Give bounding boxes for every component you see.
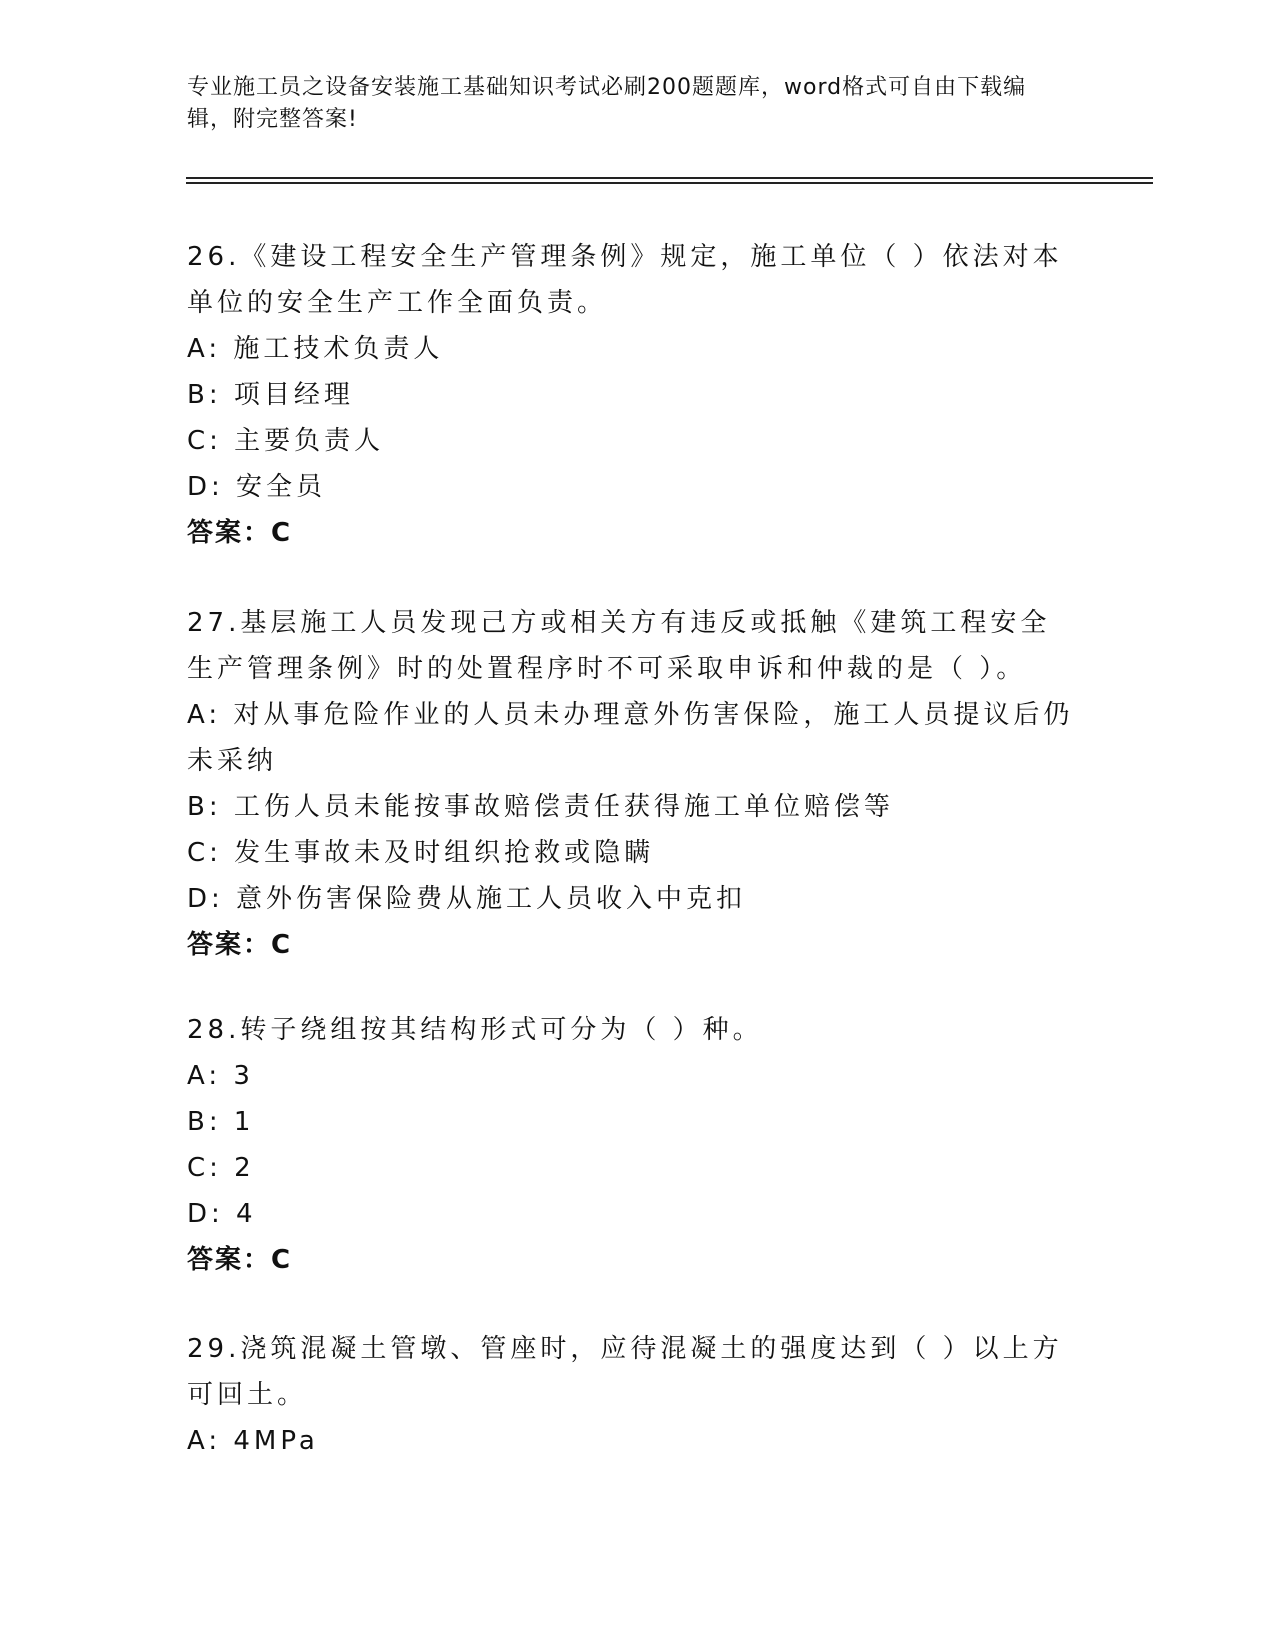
option-d: D: 意外伤害保险费从施工人员收入中克扣 (187, 884, 747, 914)
header-divider-top (186, 177, 1153, 179)
question-27 (187, 600, 1077, 968)
option-d: D: 安全员 (187, 472, 327, 502)
option-a: A: 4MPa (187, 1426, 319, 1456)
answer-line: 答案：C (187, 518, 293, 548)
option-a: A: 3 (187, 1061, 254, 1091)
question-26 (187, 234, 1077, 556)
option-c: C: 2 (187, 1153, 255, 1183)
option-a: A: 施工技术负责人 (187, 334, 444, 364)
option-b: B: 工伤人员未能按事故赔偿责任获得施工单位赔偿等 (187, 792, 894, 822)
document-header: 专业施工员之设备安装施工基础知识考试必刷200题题库，word格式可自由下载编辑，附完整答案! (187, 75, 1027, 132)
question-stem: 29.浇筑混凝土管墩、管座时，应待混凝土的强度达到（ ）以上方可回土。 (187, 1334, 1063, 1410)
option-b: B: 1 (187, 1107, 255, 1137)
option-c: C: 发生事故未及时组织抢救或隐瞒 (187, 838, 655, 868)
header-divider-bottom (186, 182, 1153, 184)
question-stem: 28.转子绕组按其结构形式可分为（ ）种。 (187, 1015, 763, 1045)
option-a: A: 对从事危险作业的人员未办理意外伤害保险，施工人员提议后仍未采纳 (187, 700, 1074, 776)
question-stem: 27.基层施工人员发现己方或相关方有违反或抵触《建筑工程安全生产管理条例》时的处置程序时不可采取申诉和仲裁的是（ ）。 (187, 608, 1051, 684)
answer-line: 答案：C (187, 1245, 293, 1275)
answer-line: 答案：C (187, 930, 293, 960)
question-29 (187, 1326, 1077, 1464)
option-b: B: 项目经理 (187, 380, 354, 410)
question-28 (187, 1007, 1077, 1283)
option-d: D: 4 (187, 1199, 257, 1229)
question-stem: 26.《建设工程安全生产管理条例》规定，施工单位（ ）依法对本单位的安全生产工作全面负责。 (187, 242, 1063, 318)
option-c: C: 主要负责人 (187, 426, 385, 456)
